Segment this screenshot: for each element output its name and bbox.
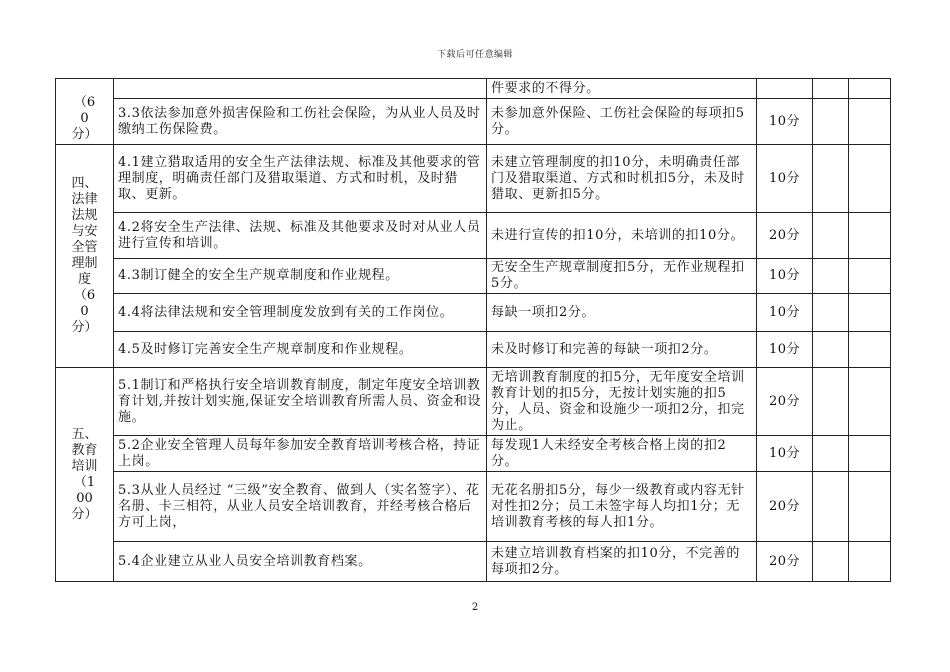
table-row	[56, 294, 891, 332]
score-cell: 10分	[757, 294, 813, 332]
blank-cell	[813, 259, 849, 294]
blank-cell	[849, 332, 891, 368]
item-cell: 5.2企业安全管理人员每年参加安全教育培训考核合格，持证上岗。	[114, 436, 487, 472]
scoring-rule-cell: 无花名册扣5分，每少一级教育或内容无针对性扣2分；员工未签字每人均扣1分；无培训教育考核的每人扣1分。	[487, 472, 757, 542]
blank-cell	[813, 436, 849, 472]
item-cell: 4.4将法律法规和安全管理制度发放到有关的工作岗位。	[114, 294, 487, 332]
blank-cell	[849, 99, 891, 145]
table-row	[56, 145, 891, 213]
category-label: 四、法律法规与安全管理制度（60分）	[71, 176, 98, 335]
item-cell: 4.5及时修订完善安全生产规章制度和作业规程。	[114, 332, 487, 368]
table-row	[56, 213, 891, 259]
scoring-rule-cell: 每发现1人未经安全考核合格上岗的扣2分。	[487, 436, 757, 472]
table-row	[56, 542, 891, 582]
score-cell: 10分	[757, 436, 813, 472]
scoring-rule-cell: 未参加意外保险、工伤社会保险的每项扣5分。	[487, 99, 757, 145]
item-cell: 3.3依法参加意外损害保险和工伤社会保险，为从业人员及时缴纳工伤保险费。	[114, 99, 487, 145]
blank-cell	[813, 99, 849, 145]
blank-cell	[849, 213, 891, 259]
table-row	[56, 259, 891, 294]
blank-cell	[813, 213, 849, 259]
category-label: 五、教育培训（100分）	[71, 426, 98, 522]
item-cell: 4.1建立猎取适用的安全生产法律法规、标准及其他要求的管理制度，明确责任部门及猎取渠道、方式和时机，及时猎取、更新。	[114, 145, 487, 213]
blank-cell	[849, 368, 891, 436]
score-cell: 20分	[757, 472, 813, 542]
blank-cell	[813, 542, 849, 582]
blank-cell	[849, 145, 891, 213]
blank-cell	[813, 294, 849, 332]
score-cell: 20分	[757, 368, 813, 436]
category-cell-3	[56, 79, 114, 145]
category-cell-5	[56, 368, 114, 582]
scoring-rule-cell: 无安全生产规章制度扣5分，无作业规程扣5分。	[487, 259, 757, 294]
score-cell: 20分	[757, 213, 813, 259]
blank-cell	[849, 294, 891, 332]
header-note: 下载后可任意编辑	[436, 50, 513, 60]
scoring-rule-cell: 未进行宣传的扣10分，未培训的扣10分。	[487, 213, 757, 259]
blank-cell	[813, 79, 849, 99]
blank-cell	[813, 332, 849, 368]
table-row	[56, 436, 891, 472]
blank-cell	[849, 79, 891, 99]
score-cell	[757, 79, 813, 99]
blank-cell	[849, 259, 891, 294]
category-label: （60分）	[71, 95, 98, 142]
item-cell: 4.2将安全生产法律、法规、标准及其他要求及时对从业人员进行宣传和培训。	[114, 213, 487, 259]
scoring-rule-cell: 每缺一项扣2分。	[487, 294, 757, 332]
table-row	[56, 368, 891, 436]
blank-cell	[813, 368, 849, 436]
table-row	[56, 472, 891, 542]
table-row	[56, 79, 891, 99]
blank-cell	[813, 472, 849, 542]
category-cell-4	[56, 145, 114, 368]
blank-cell	[813, 145, 849, 213]
score-cell: 10分	[757, 145, 813, 213]
scoring-rule-cell: 未建立培训教育档案的扣10分，不完善的每项扣2分。	[487, 542, 757, 582]
item-cell: 5.4企业建立从业人员安全培训教育档案。	[114, 542, 487, 582]
item-cell: 5.3从业人员经过 “三级”安全教育、做到人（实名签字）、花名册、卡三相符，从业人员安全培训教育，并经考核合格后方可上岗，	[114, 472, 487, 542]
item-cell: 5.1制订和严格执行安全培训教育制度，制定年度安全培训教育计划,并按计划实施,保证安全培训教育所需人员、资金和设施。	[114, 368, 487, 436]
blank-cell	[849, 436, 891, 472]
table-row	[56, 99, 891, 145]
score-cell: 10分	[757, 259, 813, 294]
scoring-rule-cell: 未建立管理制度的扣10分，未明确责任部门及猎取渠道、方式和时机扣5分，未及时猎取、更新扣5分。	[487, 145, 757, 213]
score-cell: 10分	[757, 99, 813, 145]
scoring-rule-cell: 件要求的不得分。	[487, 79, 757, 99]
blank-cell	[849, 542, 891, 582]
item-cell	[114, 79, 487, 99]
standards-table	[55, 78, 891, 582]
item-cell: 4.3制订健全的安全生产规章制度和作业规程。	[114, 259, 487, 294]
score-cell: 20分	[757, 542, 813, 582]
scoring-rule-cell: 无培训教育制度的扣5分，无年度安全培训教育计划的扣5分，无按计划实施的扣5分，人员、资金和设施少一项扣2分，扣完为止。	[487, 368, 757, 436]
table-row	[56, 332, 891, 368]
blank-cell	[849, 472, 891, 542]
scoring-rule-cell: 未及时修订和完善的每缺一项扣2分。	[487, 332, 757, 368]
page-number: 2	[471, 602, 479, 613]
score-cell: 10分	[757, 332, 813, 368]
